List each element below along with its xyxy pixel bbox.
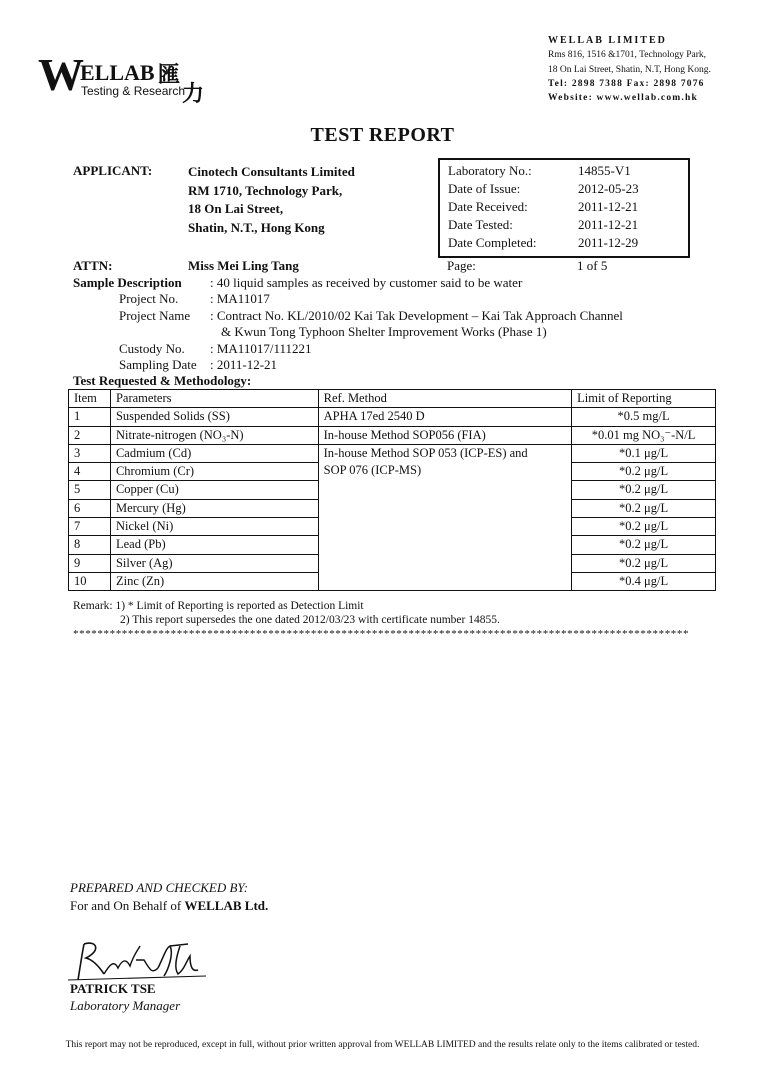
- remark-line-1: Remark: 1) * Limit of Reporting is reported as Detection Limit: [73, 600, 364, 612]
- company-tel-fax: Tel: 2898 7388 Fax: 2898 7076: [548, 78, 705, 89]
- company-address-1: Rms 816, 1516 &1701, Technology Park,: [548, 50, 707, 61]
- header-item: Item: [69, 390, 111, 408]
- date-of-issue-value: 2012-05-23: [578, 181, 639, 196]
- methodology-heading: Test Requested & Methodology:: [73, 373, 252, 388]
- cell-param: Copper (Cu): [110, 481, 318, 499]
- table-row: [69, 426, 716, 444]
- cell-method-line-2: SOP 076 (ICP-MS): [323, 462, 422, 477]
- on-behalf-prefix: For and On Behalf of: [70, 898, 185, 913]
- remark-line-2: 2) This report supersedes the one dated 2012/03/23 with certificate number 14855.: [120, 614, 500, 626]
- cell-param: Silver (Ag): [110, 554, 318, 572]
- company-address-2: 18 On Lai Street, Shatin, N.T, Hong Kong.: [548, 64, 711, 75]
- project-name-label: Project Name: [119, 308, 191, 323]
- cell-param: Cadmium (Cd): [110, 444, 318, 462]
- signatory-role: Laboratory Manager: [70, 998, 181, 1013]
- attn-name: Miss Mei Ling Tang: [188, 258, 299, 273]
- project-no-label: Project No.: [119, 291, 179, 306]
- sampling-date-label: Sampling Date: [119, 357, 197, 372]
- project-no-value: : MA11017: [210, 291, 270, 306]
- cell-param: Mercury (Hg): [110, 499, 318, 517]
- cell-item: 4: [69, 463, 111, 481]
- logo-initial: W: [38, 49, 82, 100]
- sample-desc-value: : 40 liquid samples as received by customer said to be water: [210, 275, 523, 290]
- custody-no-value: : MA11017/111221: [210, 341, 312, 356]
- cell-limit: *0.1 μg/L: [572, 444, 716, 462]
- applicant-address-3: Shatin, N.T., Hong Kong: [188, 219, 325, 235]
- date-completed-label: Date Completed:: [448, 235, 537, 250]
- methodology-table: [68, 389, 716, 591]
- applicant-address-1: RM 1710, Technology Park,: [188, 182, 343, 198]
- cell-item: 6: [69, 499, 111, 517]
- cell-limit: *0.2 μg/L: [572, 536, 716, 554]
- table-row: [69, 408, 716, 426]
- logo-name: ELLAB: [80, 60, 155, 85]
- separator-stars: *****************************************************************************************************: [73, 628, 690, 640]
- header-ref-method: Ref. Method: [318, 390, 572, 408]
- logo-subtitle: Testing & Research: [81, 84, 186, 98]
- cell-limit: *0.01 mg NO₃⁻-N/L: [572, 426, 716, 444]
- cell-item: 10: [69, 572, 111, 590]
- cell-item: 2: [69, 426, 111, 444]
- cell-param: Zinc (Zn): [110, 572, 318, 590]
- on-behalf-line: [70, 898, 268, 914]
- date-received-value: 2011-12-21: [578, 199, 639, 214]
- cell-limit: *0.2 μg/L: [572, 554, 716, 572]
- header-parameters: Parameters: [110, 390, 318, 408]
- cell-param: Nickel (Ni): [110, 518, 318, 536]
- applicant-address: [188, 163, 355, 237]
- cell-method: In-house Method SOP056 (FIA): [318, 426, 572, 444]
- lab-info-box: [438, 158, 690, 258]
- applicant-name: Cinotech Consultants Limited: [188, 164, 355, 179]
- signatory-name: PATRICK TSE: [70, 981, 156, 996]
- cell-item: 9: [69, 554, 111, 572]
- cell-item: 8: [69, 536, 111, 554]
- signature: [66, 940, 216, 986]
- sample-desc-label: Sample Description: [73, 275, 182, 290]
- project-name-value-1: : Contract No. KL/2010/02 Kai Tak Development – Kai Tak Approach Channel: [210, 308, 623, 323]
- cell-limit: *0.5 mg/L: [572, 408, 716, 426]
- lab-no-value: 14855-V1: [578, 163, 631, 178]
- cell-limit: *0.2 μg/L: [572, 518, 716, 536]
- header-limit: Limit of Reporting: [572, 390, 716, 408]
- cell-item: 1: [69, 408, 111, 426]
- cell-limit: *0.2 μg/L: [572, 463, 716, 481]
- applicant-address-2: 18 On Lai Street,: [188, 201, 284, 216]
- project-name-value-2: & Kwun Tong Typhoon Shelter Improvement Works (Phase 1): [221, 324, 547, 339]
- logo-chinese-2: 力: [182, 81, 205, 106]
- cell-method-line-1: In-house Method SOP 053 (ICP-ES) and: [323, 445, 528, 460]
- cell-limit: *0.2 μg/L: [572, 481, 716, 499]
- date-received-label: Date Received:: [448, 199, 528, 214]
- report-title: TEST REPORT: [310, 124, 455, 146]
- cell-item: 7: [69, 518, 111, 536]
- cell-item: 5: [69, 481, 111, 499]
- cell-method: APHA 17ed 2540 D: [318, 408, 572, 426]
- page-value: 1 of 5: [577, 258, 608, 273]
- company-website: Website: www.wellab.com.hk: [548, 93, 698, 104]
- cell-param: Lead (Pb): [110, 536, 318, 554]
- company-name: WELLAB LIMITED: [548, 35, 667, 46]
- attn-label: ATTN:: [73, 258, 113, 273]
- date-completed-value: 2011-12-29: [578, 235, 639, 250]
- on-behalf-company: WELLAB Ltd.: [184, 898, 269, 913]
- custody-no-label: Custody No.: [119, 341, 185, 356]
- cell-param: Suspended Solids (SS): [110, 408, 318, 426]
- table-row: [69, 444, 716, 462]
- cell-limit: *0.4 μg/L: [572, 572, 716, 590]
- cell-method-merged: [318, 444, 572, 590]
- date-tested-label: Date Tested:: [448, 217, 513, 232]
- cell-limit: *0.2 μg/L: [572, 499, 716, 517]
- cell-param: Nitrate-nitrogen (NO₃-N): [110, 426, 318, 444]
- cell-item: 3: [69, 444, 111, 462]
- applicant-label: APPLICANT:: [73, 163, 153, 178]
- company-info: [548, 34, 711, 105]
- footer-disclaimer: This report may not be reproduced, except in full, without prior written approval from WELLAB LIMITED and the results relate only to the items calibrated or tested.: [65, 1040, 700, 1050]
- date-tested-value: 2011-12-21: [578, 217, 639, 232]
- lab-no-label: Laboratory No.:: [448, 163, 532, 178]
- cell-param: Chromium (Cr): [110, 463, 318, 481]
- page-label: Page:: [447, 258, 476, 273]
- prepared-by-label: PREPARED AND CHECKED BY:: [70, 880, 249, 895]
- table-header-row: [69, 390, 716, 408]
- sampling-date-value: : 2011-12-21: [210, 357, 278, 372]
- logo-chinese-1: 匯: [158, 62, 181, 87]
- date-of-issue-label: Date of Issue:: [448, 181, 521, 196]
